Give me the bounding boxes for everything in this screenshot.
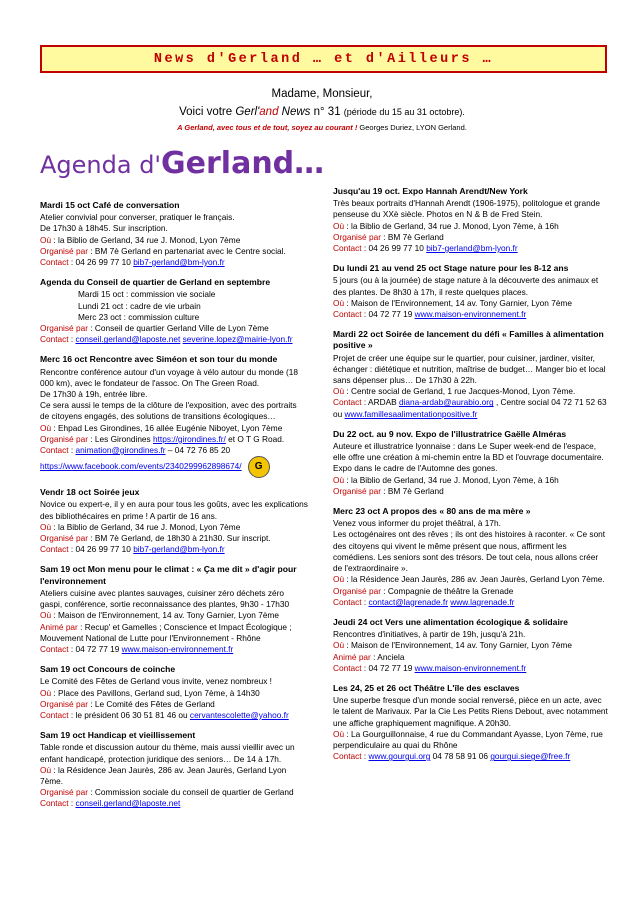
field-text: : Le Comité des Fêtes de Gerland xyxy=(87,698,215,709)
field-label: Où xyxy=(333,728,345,739)
field-label: Organisé par xyxy=(40,533,88,544)
event-link[interactable]: gourgui.siege@free.fr xyxy=(490,751,571,762)
event-link[interactable]: www.maison-environnement.fr xyxy=(414,309,527,320)
event-block xyxy=(40,354,308,478)
event-title: Du lundi 21 au vend 25 oct Stage nature pour les 8-12 ans xyxy=(333,263,569,274)
event-block xyxy=(40,564,308,655)
field-text: : Maison de l'Environnement, 14 av. Tony Garnier, Lyon 7ème xyxy=(344,640,572,651)
event-block xyxy=(40,730,308,809)
event-link[interactable]: conseil.gerland@laposte.net xyxy=(75,334,181,345)
event-link[interactable]: www.lagrenade.fr xyxy=(450,596,515,607)
event-link[interactable]: diana-ardab@aurabio.org xyxy=(398,397,494,408)
event-line xyxy=(333,529,608,574)
field-label: Où xyxy=(40,687,52,698)
event-line xyxy=(40,798,308,809)
event-block xyxy=(40,487,308,555)
field-label: Animé par xyxy=(333,651,371,662)
event-title: Merc 23 oct A propos des « 80 ans de ma mère » xyxy=(333,506,531,517)
event-line xyxy=(40,257,308,268)
event-link[interactable]: conseil.gerland@laposte.net xyxy=(75,798,181,809)
field-text: : Compagnie de théâtre la Grenade xyxy=(380,585,514,596)
field-text: : Place des Pavillons, Gerland sud, Lyon 7ème, à 14h30 xyxy=(51,687,260,698)
event-link[interactable]: cervantescolette@yahoo.fr xyxy=(189,709,289,720)
field-label: Contact xyxy=(40,544,69,555)
event-link[interactable]: bib7-gerland@bm-lyon.fr xyxy=(133,544,225,555)
event-block xyxy=(40,664,308,721)
event-line xyxy=(40,212,308,223)
field-text: : xyxy=(68,445,76,456)
event-line xyxy=(333,441,608,475)
event-line xyxy=(333,629,608,640)
field-text: : Centre social de Gerland, 1 rue Jacques-Monod, Lyon 7ème. xyxy=(344,386,576,397)
field-label: Où xyxy=(40,610,52,621)
field-label: Contact xyxy=(40,643,69,654)
field-text: De 17h30 à 19h, entrée libre. xyxy=(40,389,148,400)
field-text: , Centre social 04 72 71 52 63 ou xyxy=(333,397,607,419)
field-text: : le président 06 30 51 81 46 ou xyxy=(68,709,190,720)
field-text: Atelier convivial pour converser, pratiquer le français. xyxy=(40,212,235,223)
field-label: Contact xyxy=(40,445,69,456)
event-title: Sam 19 oct Handicap et vieillissement xyxy=(40,730,196,741)
field-text: : la Résidence Jean Jaurès, 286 av. Jean Jaurès, Gerland Lyon 7ème. xyxy=(344,574,605,585)
event-line xyxy=(333,243,608,254)
field-text: : la Résidence Jean Jaurès, 286 av. Jean Jaurès, Gerland Lyon 7ème. xyxy=(40,764,287,786)
event-block xyxy=(333,186,608,254)
event-line xyxy=(333,309,608,320)
event-link[interactable]: https://girondines.fr/ xyxy=(153,433,226,444)
event-line xyxy=(333,751,608,762)
field-label: Contact xyxy=(40,257,69,268)
event-line xyxy=(40,710,308,721)
field-label: Où xyxy=(40,422,52,433)
event-line xyxy=(333,397,608,419)
field-label: Contact xyxy=(333,596,362,607)
field-text: : xyxy=(68,334,76,345)
field-text: : 04 72 77 19 xyxy=(68,643,122,654)
motto-line: A Gerland, avec tous et de tout, soyez au courant ! Georges Duriez, LYON Gerland. xyxy=(177,123,467,132)
event-link[interactable]: severine.lopez@mairie-lyon.fr xyxy=(182,334,293,345)
field-label: Où xyxy=(40,521,52,532)
field-label: Contact xyxy=(40,709,69,720)
field-text: : 04 26 99 77 10 xyxy=(68,544,134,555)
field-label: Organisé par xyxy=(333,585,381,596)
field-text: : ARDAB xyxy=(361,397,399,408)
event-line xyxy=(333,221,608,232)
field-text: Ce sera aussi le temps de la clôture de l'exposition, avec des portraits de citoyens engagés, des solutions de transitions écologiques… xyxy=(40,400,297,422)
field-text: : BM 7è Gerland, de 18h30 à 21h30. Sur inscript. xyxy=(87,533,271,544)
event-line xyxy=(333,486,608,497)
event-link[interactable]: bib7-gerland@bm-lyon.fr xyxy=(426,243,518,254)
field-text: : Maison de l'Environnement, 14 av. Tony Garnier, Lyon 7ème xyxy=(344,297,572,308)
event-title: Merc 16 oct Rencontre avec Siméon et son tour du monde xyxy=(40,354,278,365)
event-line xyxy=(333,518,608,529)
field-label: Organisé par xyxy=(40,433,88,444)
field-text: : xyxy=(68,798,76,809)
event-link[interactable]: animation@girondines.fr xyxy=(75,445,166,456)
event-line xyxy=(333,232,608,243)
event-title: Du 22 oct. au 9 nov. Expo de l'illustratrice Gaëlle Alméras xyxy=(333,428,567,439)
field-text: : Ehpad Les Girondines, 16 allée Eugénie Niboyet, Lyon 7ème xyxy=(51,422,283,433)
field-text: : Anciela xyxy=(370,651,405,662)
event-line xyxy=(40,289,308,300)
field-label: Animé par xyxy=(40,621,78,632)
field-text: : 04 26 99 77 10 xyxy=(361,243,427,254)
field-label: Contact xyxy=(333,309,362,320)
right-column xyxy=(333,186,608,771)
field-text: Les octogénaires ont des rêves ; ils ont des histoires à raconter. « Ce sont des citoyens qui vivent le même présent que nous, affirment les comédiens. Les seniors sont des trésors. De tout cela, nous allons créer de l'extraordinaire ». xyxy=(333,529,606,574)
event-link[interactable]: bib7-gerland@bm-lyon.fr xyxy=(133,257,225,268)
event-line xyxy=(333,663,608,674)
event-title: Sam 19 oct Mon menu pour le climat : « Ça me dit » d'agir pour l'environnement xyxy=(40,564,297,586)
event-line xyxy=(333,198,608,220)
event-link[interactable]: contact@lagrenade.fr xyxy=(368,596,448,607)
event-line xyxy=(40,688,308,699)
event-block xyxy=(40,200,308,268)
field-label: Contact xyxy=(333,397,362,408)
field-text: Rencontres d'initiatives, à partir de 19h, jusqu'à 21h. xyxy=(333,629,526,640)
event-line xyxy=(333,652,608,663)
field-label: Contact xyxy=(40,334,69,345)
field-text: Très beaux portraits d'Hannah Arendt (1906-1975), politologue et grande penseuse du XXè siècle. Photos en N & B de Fred Stein. xyxy=(333,198,600,220)
girondines-logo: G xyxy=(248,456,270,478)
event-line xyxy=(333,640,608,651)
event-line xyxy=(40,246,308,257)
event-line xyxy=(333,729,608,751)
agenda-title: Agenda d'Gerland… xyxy=(40,146,325,181)
event-line xyxy=(40,389,308,400)
field-text: : Les Girondines xyxy=(87,433,153,444)
event-block xyxy=(333,617,608,674)
field-label: Où xyxy=(333,297,345,308)
field-text: Ateliers cuisine avec plantes sauvages, cuisiner zéro déchets zéro gaspi, conférence, sortie reconnaissance des plantes, 9h30 - 17h30 xyxy=(40,587,290,610)
event-line xyxy=(333,586,608,597)
event-line xyxy=(40,423,308,434)
event-line xyxy=(40,400,308,422)
event-block xyxy=(333,329,608,420)
field-text: Mardi 15 oct : commission vie sociale xyxy=(78,289,216,300)
field-text: De 17h30 à 18h45. Sur inscription. xyxy=(40,223,168,234)
field-text: : Commission sociale du conseil de quartier de Gerland xyxy=(87,787,294,798)
event-block xyxy=(40,277,308,345)
greeting: Madame, Monsieur, xyxy=(271,88,373,100)
left-column xyxy=(40,200,308,819)
event-line xyxy=(333,597,608,608)
field-label: Organisé par xyxy=(40,698,88,709)
field-label: Organisé par xyxy=(333,485,381,496)
field-label: Contact xyxy=(40,798,69,809)
event-line xyxy=(40,742,308,764)
event-block xyxy=(333,683,608,762)
event-line xyxy=(40,334,308,345)
event-link[interactable]: www.gourgui.org xyxy=(368,751,431,762)
event-line xyxy=(333,275,608,297)
field-label: Contact xyxy=(333,243,362,254)
field-text: Le Comité des Fêtes de Gerland vous invite, venez nombreux ! xyxy=(40,676,272,687)
field-text: Table ronde et discussion autour du thème, mais aussi vieillir avec un enfant handicapé, protection juridique des seniors… De 14 à 17h. xyxy=(40,742,295,764)
field-label: Où xyxy=(40,234,52,245)
intro-line: Voici votre Gerl'and News n° 31 (période du 15 au 31 octobre). xyxy=(179,106,465,118)
field-text: : xyxy=(361,751,369,762)
newsletter-banner: News d'Gerland … et d'Ailleurs … xyxy=(40,45,607,73)
event-line xyxy=(40,456,308,478)
event-line xyxy=(333,574,608,585)
event-line xyxy=(40,765,308,787)
field-text: : La Gourguillonnaise, 4 rue du Commandant Ayasse, Lyon 7ème, rue perpendiculaire au quai du Rhône xyxy=(333,728,603,750)
event-link[interactable]: www.maison-environnement.fr xyxy=(414,662,527,673)
field-text: : 04 26 99 77 10 xyxy=(68,257,134,268)
event-line xyxy=(333,695,608,729)
event-line xyxy=(40,787,308,798)
event-line xyxy=(40,367,308,389)
event-line xyxy=(40,522,308,533)
event-link[interactable]: https://www.facebook.com/events/2340299962898674/ xyxy=(40,461,242,472)
event-block xyxy=(333,429,608,497)
field-text: : 04 72 77 19 xyxy=(361,309,415,320)
event-line xyxy=(40,323,308,334)
event-line xyxy=(40,533,308,544)
event-line xyxy=(40,312,308,323)
field-label: Organisé par xyxy=(40,323,88,334)
field-text: : xyxy=(361,596,369,607)
event-line xyxy=(333,353,608,387)
field-text: Auteure et illustratrice lyonnaise : dans Le Super week-end de l'espace, elle offre une création à mi-chemin entre la BD et l'ouvrage documentaire. Expo dans le cadre de l'Automne des gones. xyxy=(333,441,604,474)
event-title: Vendr 18 oct Soirée jeux xyxy=(40,487,140,498)
field-text: Novice ou expert-e, il y en aura pour tous les goûts, avec les explications des bibliothécaires en prime ! A partir de 16 ans. xyxy=(40,499,308,521)
event-line xyxy=(40,676,308,687)
field-text: Projet de créer une équipe sur le quartier, pour cuisiner, jardiner, visiter, échanger : diététique et nutrition, maîtrise de budget… Manger bio et local sans dépenser plus… De 17h30 à 22h. xyxy=(333,352,606,386)
event-line xyxy=(333,475,608,486)
field-text: : BM 7è Gerland xyxy=(380,231,444,242)
field-text: : 04 72 77 19 xyxy=(361,662,415,673)
event-line xyxy=(40,235,308,246)
event-line xyxy=(40,588,308,610)
field-text: : la Biblio de Gerland, 34 rue J. Monod, Lyon 7ème, à 16h xyxy=(344,220,559,231)
field-text: Merc 23 oct : commission culture xyxy=(78,311,200,322)
field-text: Lundi 21 oct : cadre de vie urbain xyxy=(78,300,201,311)
event-line xyxy=(333,386,608,397)
field-text: : la Biblio de Gerland, 34 rue J. Monod, Lyon 7ème, à 16h xyxy=(344,474,559,485)
event-title: Jeudi 24 oct Vers une alimentation écologique & solidaire xyxy=(333,616,568,627)
field-text: : Recup' et Gamelles ; Conscience et Impact Écologique ; Mouvement National de Lutte pour l'Environnement - Rhône xyxy=(40,621,292,643)
event-link[interactable]: www.maison-environnement.fr xyxy=(121,643,234,654)
event-line xyxy=(40,544,308,555)
event-title: Jusqu'au 19 oct. Expo Hannah Arendt/New York xyxy=(333,186,528,196)
field-label: Organisé par xyxy=(40,245,88,256)
field-text: 5 jours (ou à la journée) de stage nature à la découverte des animaux et des plantes. De 8h30 à 17h, il reste quelques places. xyxy=(333,275,599,297)
event-title: Agenda du Conseil de quartier de Gerland en septembre xyxy=(40,277,271,288)
event-title: Mardi 15 oct Café de conversation xyxy=(40,200,180,210)
field-label: Où xyxy=(333,474,345,485)
event-line xyxy=(40,622,308,644)
field-text: et O T G Road. xyxy=(225,433,285,444)
field-label: Contact xyxy=(333,751,362,762)
field-text: : la Biblio de Gerland, 34 rue J. Monod, Lyon 7ème xyxy=(51,521,241,532)
event-title: Mardi 22 oct Soirée de lancement du défi « Familles à alimentation positive » xyxy=(333,329,604,351)
field-label: Où xyxy=(333,386,345,397)
field-text: Venez vous informer du projet théâtral, à 17h. xyxy=(333,518,501,529)
event-line xyxy=(40,223,308,234)
field-text: : Maison de l'Environnement, 14 av. Tony Garnier, Lyon 7ème xyxy=(51,610,279,621)
event-line xyxy=(40,434,308,445)
event-block xyxy=(333,263,608,320)
field-label: Organisé par xyxy=(333,231,381,242)
event-line xyxy=(40,301,308,312)
event-link[interactable]: www.famillesaalimentationpositive.fr xyxy=(344,408,478,419)
event-line xyxy=(40,699,308,710)
field-text: Rencontre conférence autour d'un voyage à vélo autour du monde (18 000 km), avec le fondateur de l'assoc. On The Green Road. xyxy=(40,366,299,388)
event-line xyxy=(40,644,308,655)
event-line xyxy=(40,445,308,456)
event-title: Les 24, 25 et 26 oct Théâtre L'île des esclaves xyxy=(333,682,520,693)
field-label: Organisé par xyxy=(40,787,88,798)
field-label: Où xyxy=(333,220,345,231)
event-line xyxy=(40,610,308,621)
event-line xyxy=(333,298,608,309)
field-label: Où xyxy=(333,574,345,585)
field-label: Où xyxy=(40,764,52,775)
field-label: Où xyxy=(333,640,345,651)
event-title: Sam 19 oct Concours de coinche xyxy=(40,664,176,675)
field-text: : BM 7è Gerland xyxy=(380,485,444,496)
field-text: : la Biblio de Gerland, 34 rue J. Monod, Lyon 7ème xyxy=(51,234,241,245)
event-line xyxy=(40,499,308,521)
field-label: Contact xyxy=(333,662,362,673)
field-text: Une superbe fresque d'un monde social renversé, pièce en un acte, avec le talent de Marivaux. Par la Cie Les Petits Riens Debout, avec notamment une affiche graphiquement magnifique. A 20h30. xyxy=(333,695,608,728)
field-text: 04 78 58 91 06 xyxy=(430,751,491,762)
field-text: – 04 72 76 85 20 xyxy=(165,445,231,456)
field-text: : Conseil de quartier Gerland Ville de Lyon 7ème xyxy=(87,323,269,334)
event-block xyxy=(333,506,608,608)
field-text: : BM 7è Gerland en partenariat avec le Centre social. xyxy=(87,245,286,256)
